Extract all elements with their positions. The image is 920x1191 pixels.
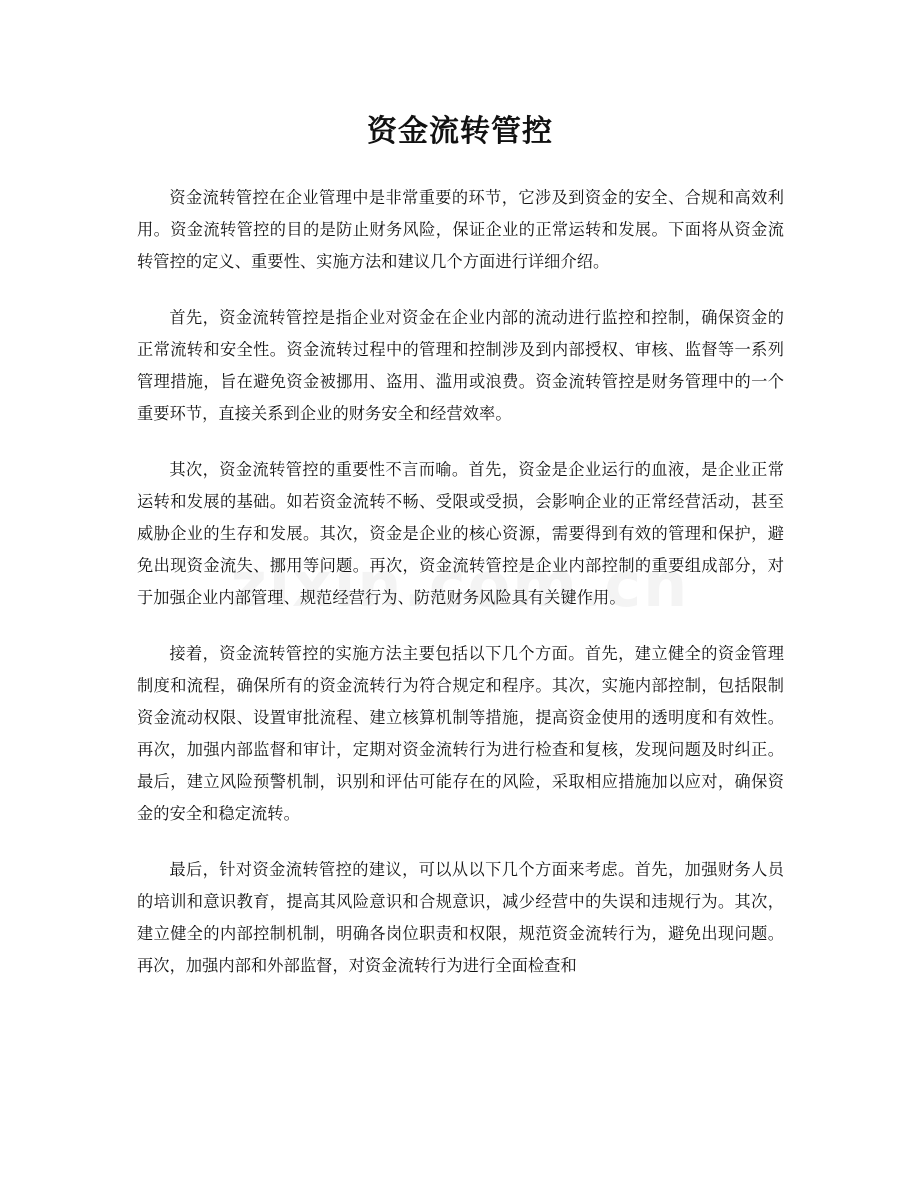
paragraph-importance: 其次，资金流转管控的重要性不言而喻。首先，资金是企业运行的血液，是企业正常运转和发展的基础。如若资金流转不畅、受限或受损，会影响企业的正常经营活动，甚至威胁企业的生存和发展。其次，资金是企业的核心资源，需要得到有效的管理和保护，避免出现资金流失、挪用等问题。再次，资金流转管控是企业内部控制的重要组成部分，对于加强企业内部管理、规范经营行为、防范财务风险具有关键作用。 <box>137 460 784 607</box>
paragraph-intro: 资金流转管控在企业管理中是非常重要的环节，它涉及到资金的安全、合规和高效利用。资金流转管控的目的是防止财务风险，保证企业的正常运转和发展。下面将从资金流转管控的定义、重要性、实施方法和建议几个方面进行详细介绍。 <box>137 188 784 271</box>
document-title: 资金流转管控 <box>367 114 553 149</box>
paragraph-definition: 首先，资金流转管控是指企业对资金在企业内部的流动进行监控和控制，确保资金的正常流转和安全性。资金流转过程中的管理和控制涉及到内部授权、审核、监督等一系列管理措施，旨在避免资金被挪用、盗用、滥用或浪费。资金流转管控是财务管理中的一个重要环节，直接关系到企业的财务安全和经营效率。 <box>137 308 784 423</box>
paragraph-suggestions: 最后，针对资金流转管控的建议，可以从以下几个方面来考虑。首先，加强财务人员的培训和意识教育，提高其风险意识和合规意识，减少经营中的失误和违规行为。其次，建立健全的内部控制机制，明确各岗位职责和权限，规范资金流转行为，避免出现问题。再次，加强内部和外部监督，对资金流转行为进行全面检查和 <box>137 860 784 975</box>
document-body <box>137 182 784 1006</box>
paragraph-methods: 接着，资金流转管控的实施方法主要包括以下几个方面。首先，建立健全的资金管理制度和流程，确保所有的资金流转行为符合规定和程序。其次，实施内部控制，包括限制资金流动权限、设置审批流程、建立核算机制等措施，提高资金使用的透明度和有效性。再次，加强内部监督和审计，定期对资金流转行为进行检查和复核，发现问题及时纠正。最后，建立风险预警机制，识别和评估可能存在的风险，采取相应措施加以应对，确保资金的安全和稳定流转。 <box>137 644 784 823</box>
